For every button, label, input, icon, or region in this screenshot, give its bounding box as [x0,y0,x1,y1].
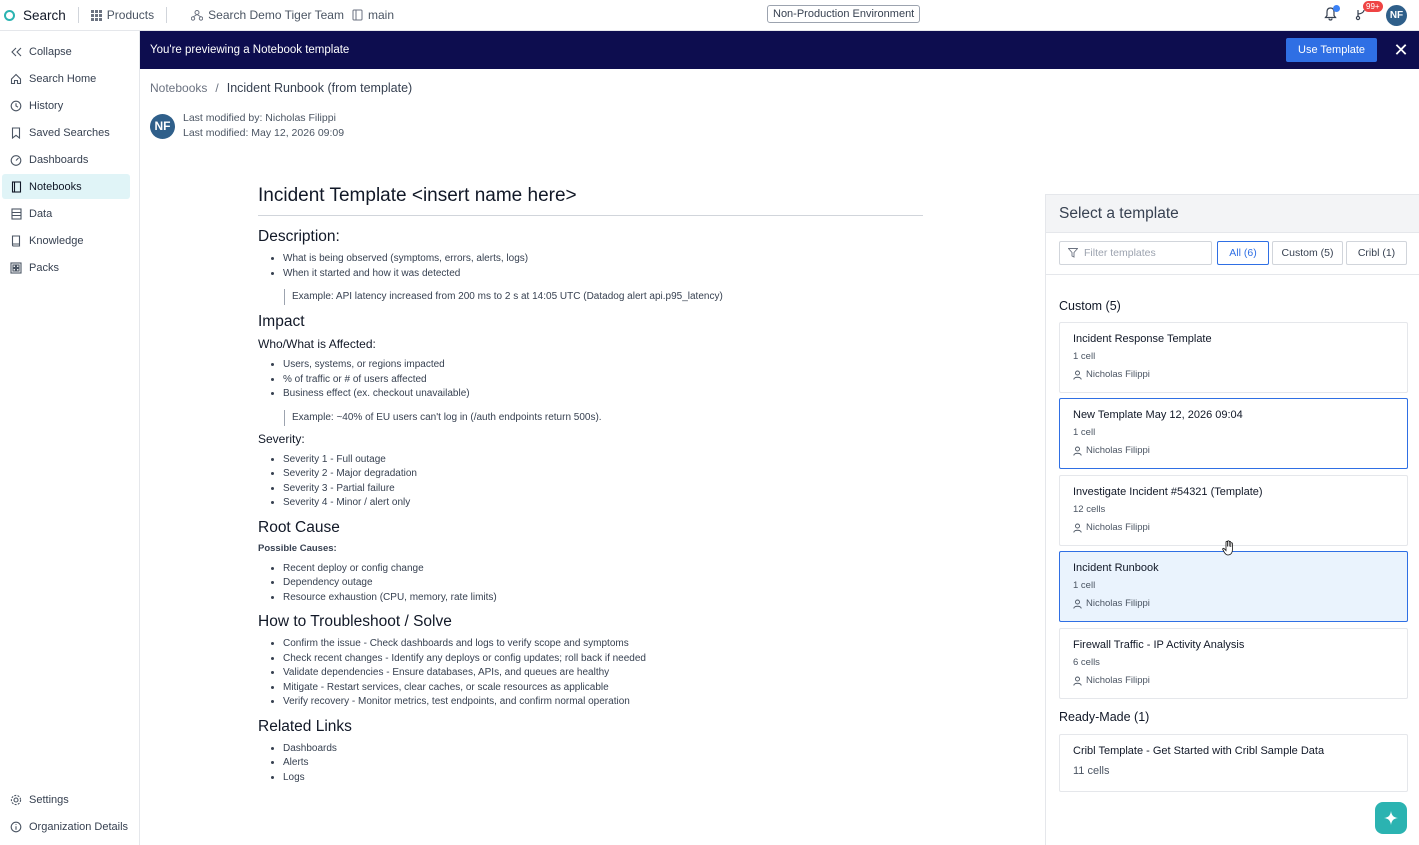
list-item: • Resource exhaustion (CPU, memory, rate limits) [283,591,923,606]
template-card[interactable] [1059,398,1408,469]
list-item: • Dependency outage [283,576,923,591]
double-chevron-left-icon [10,46,22,58]
sidebar-item-label: Packs [29,261,59,274]
template-title: Incident Runbook [1073,562,1159,574]
impact-heading: Impact [258,313,305,330]
grid-icon [91,10,102,21]
sidebar-item-search-home[interactable] [2,66,130,91]
list-item: • Confirm the issue - Check dashboards and logs to verify scope and symptoms [283,637,923,652]
home-icon [10,73,22,85]
sidebar-item-label: Saved Searches [29,126,110,139]
alerts-button[interactable] [1355,2,1380,24]
book-icon [10,235,22,247]
template-title: Investigate Incident #54321 (Template) [1073,486,1263,498]
list-item: • Severity 2 - Major degradation [283,467,923,482]
collapse-label: Collapse [29,45,72,58]
breadcrumb-notebooks-link[interactable]: Notebooks [150,81,208,95]
description-heading: Description: [258,228,340,245]
collapse-button[interactable] [2,39,130,64]
template-cell-count: 1 cell [1073,427,1096,438]
sidebar-item-label: Data [29,207,53,220]
app-name: Search [23,7,66,23]
affected-heading: Who/What is Affected: [258,337,376,351]
template-cell-count: 12 cells [1073,504,1106,515]
filter-placeholder: Filter templates [1084,247,1156,259]
sidebar-item-organization-details[interactable] [2,814,131,839]
links-list [258,742,923,786]
sidebar-item-label: Search Home [29,72,97,85]
notebook-document [258,185,923,785]
list-item: • Mitigate - Restart services, clear caches, or scale resources as applicable [283,681,923,696]
template-author: Nicholas Filippi [1086,445,1150,456]
brand[interactable] [4,8,66,23]
sidebar-item-label: Organization Details [29,820,129,833]
list-item: • % of traffic or # of users affected [283,373,923,388]
sidebar-item-label: History [29,99,64,112]
template-title: New Template May 12, 2026 09:04 [1073,409,1243,421]
sidebar-item-notebooks[interactable] [2,174,130,199]
template-author: Nicholas Filippi [1086,598,1150,609]
template-cell-count: 6 cells [1073,657,1100,668]
sidebar-item-saved-searches[interactable] [2,120,130,145]
table-icon [10,208,22,220]
list-item: • Alerts [283,756,923,771]
divider [166,7,167,23]
environment-badge: Non-Production Environment [767,5,920,23]
affected-list [258,358,923,402]
filter-custom-tab[interactable]: Custom (5) [1272,241,1343,265]
search-logo-icon [4,10,15,21]
template-cell-count: 1 cell [1073,351,1096,362]
user-icon [1073,523,1082,533]
author-avatar: NF [150,114,175,139]
list-item: • Check recent changes - Identify any deploys or config updates; roll back if needed [283,652,923,667]
troubleshoot-list [258,637,923,710]
packs-icon [10,262,22,274]
filter-templates-input[interactable] [1059,241,1212,265]
list-item: • When it started and how it was detected [283,267,923,282]
template-cell-count: 11 cells [1073,765,1110,777]
ai-assistant-button[interactable] [1375,802,1407,834]
list-item: • Validate dependencies - Ensure databases, APIs, and queues are healthy [283,666,923,681]
divider [78,7,79,23]
gauge-icon [10,154,22,166]
list-item: • Severity 3 - Partial failure [283,482,923,497]
template-title: Firewall Traffic - IP Activity Analysis [1073,639,1245,651]
filter-cribl-tab[interactable]: Cribl (1) [1346,241,1407,265]
user-icon [1073,676,1082,686]
sidebar-bottom [0,785,140,841]
modified-info [150,111,344,141]
root-cause-heading: Root Cause [258,518,340,536]
filter-row [1046,233,1419,275]
severity-list [258,453,923,511]
causes-list [258,562,923,606]
bookmark-icon [10,127,22,139]
list-item: • Dashboards [283,742,923,757]
use-template-button[interactable]: Use Template [1286,38,1377,62]
list-item: • Severity 4 - Minor / alert only [283,496,923,511]
notification-dot [1333,5,1340,12]
template-author: Nicholas Filippi [1086,522,1150,533]
products-label: Products [106,8,155,22]
list-item: • Users, systems, or regions impacted [283,358,923,373]
sidebar-item-data[interactable] [2,201,130,226]
sidebar-item-dashboards[interactable] [2,147,130,172]
custom-section-heading: Custom (5) [1059,299,1121,313]
user-icon [1073,370,1082,380]
template-card[interactable] [1059,475,1408,546]
close-icon[interactable]: ✕ [1393,40,1409,60]
page-title: Incident Runbook (from template) [226,81,413,95]
banner-text: You're previewing a Notebook template [150,44,350,56]
list-item: • Severity 1 - Full outage [283,453,923,468]
sidebar [0,31,140,845]
causes-heading: Possible Causes: [258,542,337,554]
info-icon [10,821,22,833]
sidebar-item-settings[interactable] [2,787,131,812]
readymade-section-heading: Ready-Made (1) [1059,710,1150,724]
modified-by: Last modified by: Nicholas Filippi [183,112,336,124]
filter-icon [1068,248,1078,258]
user-avatar[interactable]: NF [1386,5,1407,26]
user-icon [1073,446,1082,456]
filter-all-tab[interactable]: All (6) [1217,241,1269,265]
related-links-heading: Related Links [258,717,352,735]
sidebar-item-label: Knowledge [29,234,84,247]
branch-selector[interactable] [352,8,394,22]
team-label: Search Demo Tiger Team [208,8,344,22]
products-menu[interactable] [91,8,154,22]
troubleshoot-heading: How to Troubleshoot / Solve [258,613,452,630]
preview-banner [140,31,1419,69]
list-item: • Verify recovery - Monitor metrics, test endpoints, and confirm normal operation [283,695,923,710]
gear-icon [10,794,22,806]
sidebar-item-packs[interactable] [2,255,130,280]
affected-example: Example: ~40% of EU users can't log in (/auth endpoints return 500s). [284,410,923,426]
notifications-button[interactable] [1324,7,1337,24]
doc-title: Incident Template <insert name here> [258,185,923,216]
description-list [258,252,923,281]
list-item: • Recent deploy or config change [283,562,923,577]
modified-at: Last modified: May 12, 2026 09:09 [183,127,345,139]
top-bar [0,0,1419,31]
sidebar-item-label: Dashboards [29,153,89,166]
clock-icon [10,100,22,112]
sidebar-item-label: Settings [29,793,69,806]
branch-icon [352,9,363,21]
alerts-count-badge: 99+ [1363,1,1383,12]
team-selector[interactable] [191,8,344,22]
sparkle-icon [1383,810,1399,826]
topbar-actions [1324,0,1407,31]
template-author: Nicholas Filippi [1086,369,1150,380]
template-card[interactable] [1059,628,1408,699]
template-cell-count: 1 cell [1073,580,1096,591]
branch-label: main [367,8,394,22]
template-author: Nicholas Filippi [1086,675,1150,686]
team-icon [191,10,203,21]
list-item: • What is being observed (symptoms, errors, alerts, logs) [283,252,923,267]
template-title: Cribl Template - Get Started with Cribl Sample Data [1073,745,1325,757]
template-card[interactable] [1059,734,1408,792]
template-card[interactable] [1059,322,1408,393]
breadcrumb-separator: / [215,81,219,95]
sidebar-item-label: Notebooks [29,180,82,193]
template-picker-panel [1045,194,1419,845]
description-example: Example: API latency increased from 200 ms to 2 s at 14:05 UTC (Datadog alert api.p95_latency) [284,289,923,305]
user-icon [1073,599,1082,609]
panel-title: Select a template [1046,195,1419,233]
list-item: • Logs [283,771,923,786]
list-item: • Business effect (ex. checkout unavailable) [283,387,923,402]
breadcrumb [150,81,412,95]
hand-cursor-icon [1222,540,1236,556]
template-title: Incident Response Template [1073,333,1212,345]
severity-heading: Severity: [258,431,305,446]
sidebar-item-knowledge[interactable] [2,228,130,253]
sidebar-item-history[interactable] [2,93,130,118]
notebook-icon [10,181,22,193]
template-card-active[interactable] [1059,551,1408,622]
